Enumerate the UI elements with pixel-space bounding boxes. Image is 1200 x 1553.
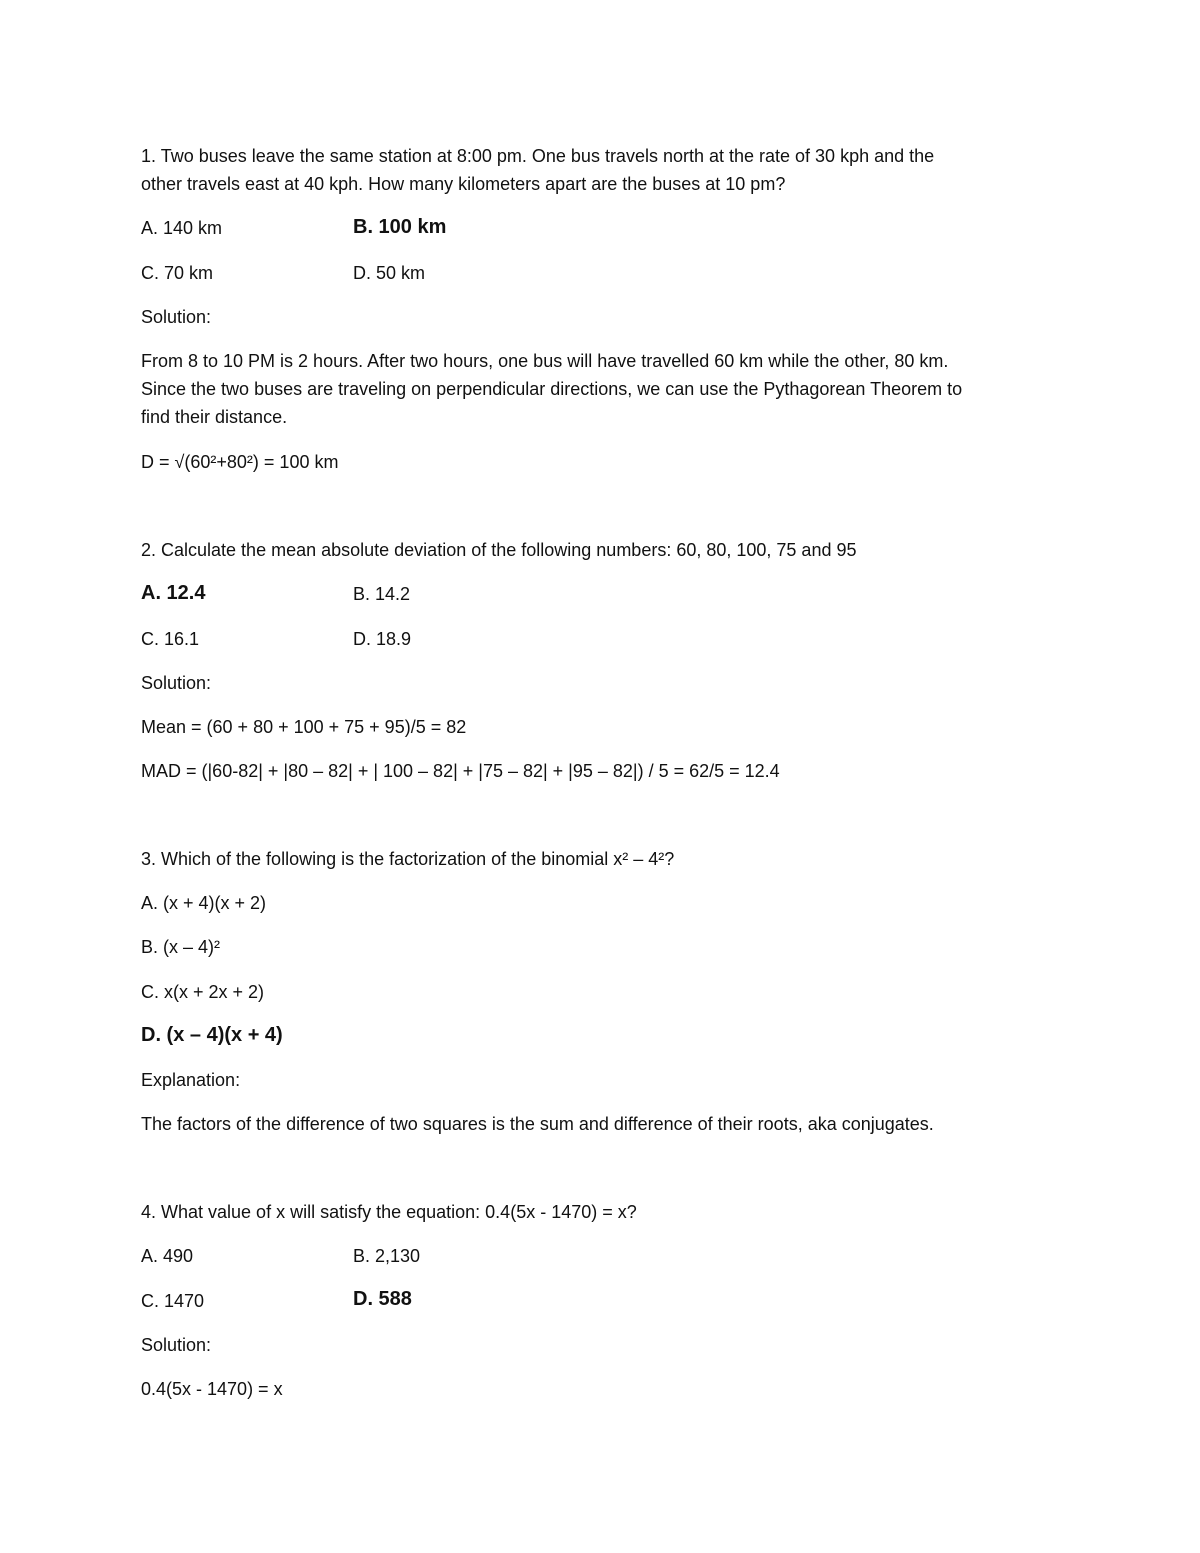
q1-option-c: C. 70 km (141, 263, 214, 283)
q4-option-a: A. 490 (141, 1246, 194, 1266)
q1-option-a: A. 140 km (141, 218, 223, 238)
q1-question-line-1: 1. Two buses leave the same station at 8:00 pm. One bus travels north at the rate of 30 kph and the (141, 146, 935, 166)
q1-solution-line-1: From 8 to 10 PM is 2 hours. After two hours, one bus will have travelled 60 km while the other, 80 km. (141, 351, 949, 371)
q3-explanation: The factors of the difference of two squares is the sum and difference of their roots, aka conjugates. (141, 1114, 934, 1134)
q1-option-b-correct: B. 100 km (353, 216, 447, 238)
q1-question-line-2: other travels east at 40 kph. How many kilometers apart are the buses at 10 pm? (141, 174, 786, 194)
q1-option-d: D. 50 km (353, 263, 426, 283)
q2-option-a-correct: A. 12.4 (141, 582, 206, 604)
q4-question: 4. What value of x will satisfy the equation: 0.4(5x - 1470) = x? (141, 1202, 637, 1222)
q3-explanation-label: Explanation: (141, 1070, 241, 1090)
q2-mean-line: Mean = (60 + 80 + 100 + 75 + 95)/5 = 82 (141, 717, 467, 737)
q4-option-d-correct: D. 588 (353, 1288, 412, 1310)
q4-solution-line-1: 0.4(5x - 1470) = x (141, 1379, 283, 1399)
q3-option-d-correct: D. (x – 4)(x + 4) (141, 1024, 283, 1046)
q4-solution-label: Solution: (141, 1335, 212, 1355)
q1-formula: D = √(60²+80²) = 100 km (141, 452, 339, 472)
q2-mad-line: MAD = (|60-82| + |80 – 82| + | 100 – 82| + |75 – 82| + |95 – 82|) / 5 = 62/5 = 12.4 (141, 761, 780, 781)
q3-option-b: B. (x – 4)² (141, 937, 221, 957)
q4-option-c: C. 1470 (141, 1291, 205, 1311)
q4-option-b: B. 2,130 (353, 1246, 421, 1266)
q2-question: 2. Calculate the mean absolute deviation of the following numbers: 60, 80, 100, 75 and 95 (141, 540, 857, 560)
q1-solution-line-3: find their distance. (141, 407, 288, 427)
q2-option-d: D. 18.9 (353, 629, 412, 649)
q1-solution-label: Solution: (141, 307, 212, 327)
q2-option-b: B. 14.2 (353, 584, 411, 604)
q1-solution-line-2: Since the two buses are traveling on perpendicular directions, we can use the Pythagorean Theorem to (141, 379, 963, 399)
q3-option-c: C. x(x + 2x + 2) (141, 982, 265, 1002)
q3-question: 3. Which of the following is the factorization of the binomial x² – 4²? (141, 849, 675, 869)
q2-option-c: C. 16.1 (141, 629, 200, 649)
q3-option-a: A. (x + 4)(x + 2) (141, 893, 267, 913)
q2-solution-label: Solution: (141, 673, 212, 693)
